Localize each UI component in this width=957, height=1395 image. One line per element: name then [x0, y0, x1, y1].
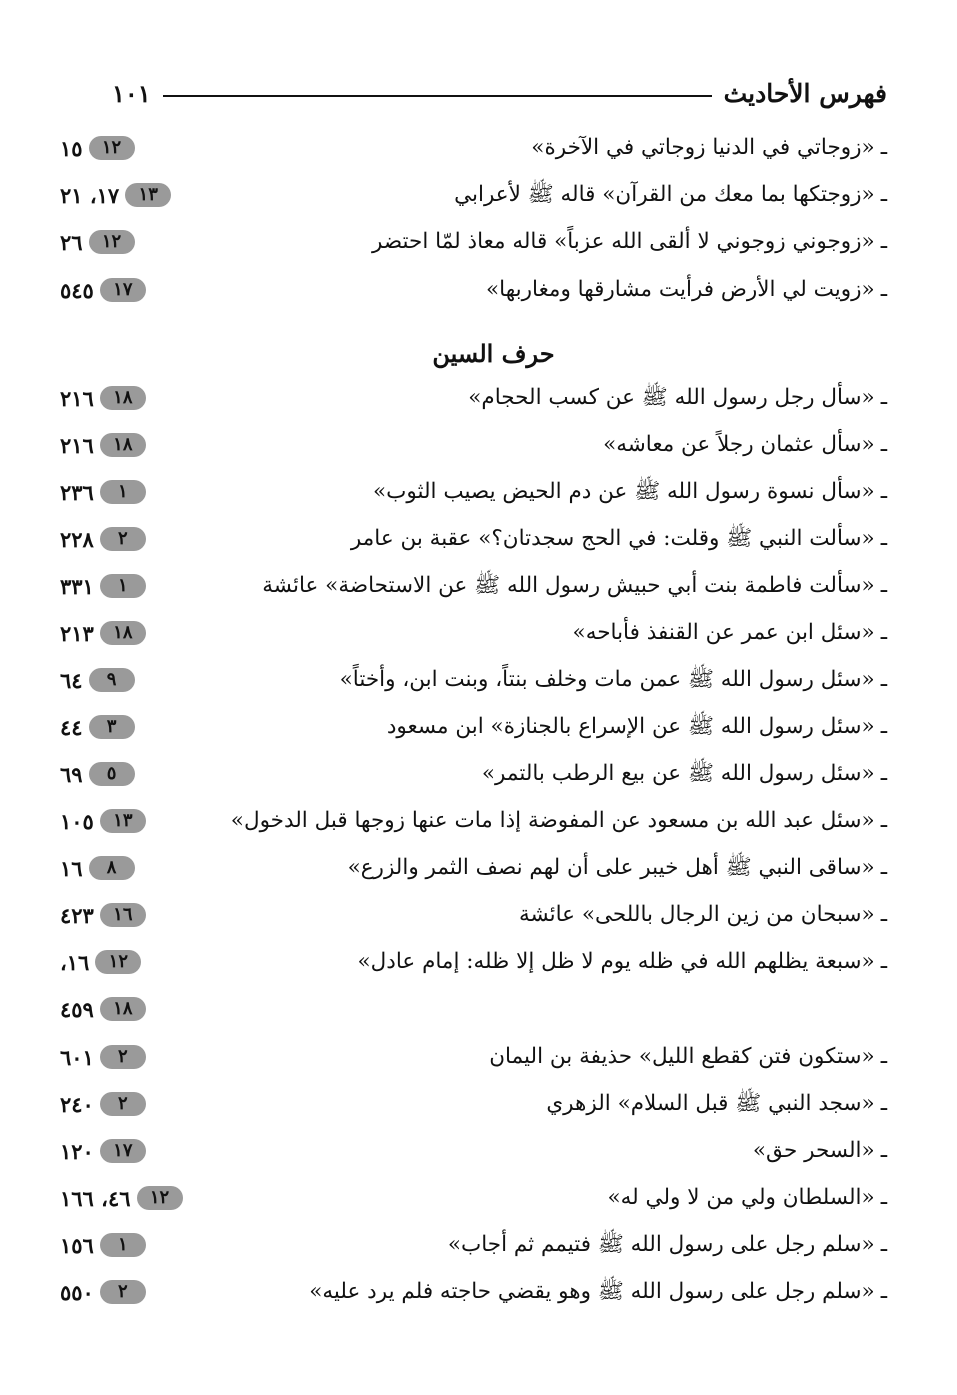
- hadith-entry: ـ«سئل ابن عمر عن القنفذ فأباحه» ١٨ ٢١٣: [60, 613, 887, 653]
- hadith-entry: ـ«سأل عثمان رجلاً عن معاشه» ١٨ ٢١٦: [60, 425, 887, 465]
- volume-badge: ٩: [89, 668, 135, 692]
- hadith-reference: [60, 1225, 272, 1265]
- hadith-reference: [60, 660, 272, 700]
- hadith-reference: [60, 989, 272, 1029]
- page-refs: ١٥٦: [60, 1232, 94, 1258]
- hadith-text: «سألت النبي ﷺ وقلت: في الحج سجدتان؟» عقبة بن عامر: [350, 526, 875, 551]
- hadith-entry: ـ«سألت النبي ﷺ وقلت: في الحج سجدتان؟» عقبة بن عامر ٢ ٢٢٨: [60, 519, 887, 559]
- hadith-entry: ـ«سئل رسول الله ﷺ عمن مات وخلف بنتاً، وبنت ابن، وأختاً» ٩ ٦٤: [60, 660, 887, 700]
- page-refs: ٥٥٠: [60, 1279, 94, 1305]
- hadith-text: «سئل رسول الله ﷺ عمن مات وخلف بنتاً، وبنت ابن، وأختاً»: [339, 667, 875, 692]
- volume-badge: ١٦: [100, 903, 146, 927]
- hadith-reference: [60, 613, 272, 653]
- page-refs: ١٦: [60, 855, 83, 881]
- hadith-text: «السلطان ولي من لا ولي له»: [607, 1185, 875, 1210]
- page-refs: ٥٤٥: [60, 277, 94, 303]
- volume-badge: ١٢: [89, 136, 135, 160]
- hadith-reference: [60, 270, 272, 310]
- page-refs: ٤٢٣: [60, 902, 94, 928]
- hadith-text: «زوجوني زوجوني لا ألقى الله عزباً» قاله معاذ لمّا احتضر: [372, 229, 875, 254]
- hadith-reference: [60, 848, 272, 888]
- hadith-entry: ـ«سئل رسول الله ﷺ عن الإسراع بالجنازة» ابن مسعود ٣ ٤٤: [60, 707, 887, 747]
- volume-badge: ١٨: [100, 386, 146, 410]
- hadith-entry: ـ«سئل عبد الله بن مسعود عن المفوضة إذا مات عنها زوجها قبل الدخول» ١٣ ١٠٥: [60, 801, 887, 841]
- hadith-text: «سجد النبي ﷺ قبل السلام» الزهري: [546, 1091, 875, 1116]
- hadith-entry-continuation: [60, 989, 887, 1029]
- hadith-text: «سئل ابن عمر عن القنفذ فأباحه»: [572, 620, 875, 645]
- page-refs: ١٧، ٢١: [60, 182, 120, 208]
- page-refs: ٤٦، ١٦٦: [60, 1185, 131, 1211]
- page-refs: ٢٦: [60, 229, 83, 255]
- hadith-reference: [60, 566, 272, 606]
- page-refs: ١٥: [60, 135, 83, 161]
- hadith-entry: ـ«سبحان من زين الرجال باللحى» عائشة ١٦ ٤٢٣: [60, 895, 887, 935]
- volume-badge: ١٨: [100, 433, 146, 457]
- hadith-reference: [60, 128, 272, 168]
- hadith-reference: [60, 378, 272, 418]
- hadith-entry: ـ«السلطان ولي من لا ولي له» ١٢ ٤٦، ١٦٦: [60, 1178, 887, 1218]
- page-refs: ٢٢٨: [60, 526, 94, 552]
- hadith-entry: ـ«سلم رجل على رسول الله ﷺ وهو يقضي حاجته فلم يرد عليه» ٢ ٥٥٠: [60, 1272, 887, 1312]
- page-refs: ٦٩: [60, 761, 83, 787]
- hadith-entry: ـ«سأل رجل رسول الله ﷺ عن كسب الحجام» ١٨ ٢١٦: [60, 378, 887, 418]
- hadith-text: «سئل رسول الله ﷺ عن الإسراع بالجنازة» ابن مسعود: [386, 714, 875, 739]
- page-refs: ٤٥٩: [60, 996, 94, 1022]
- hadith-text: «ساقى النبي ﷺ أهل خيبر على أن لهم نصف الثمر والزرع»: [347, 855, 875, 880]
- hadith-text: «سئل عبد الله بن مسعود عن المفوضة إذا مات عنها زوجها قبل الدخول»: [230, 808, 875, 833]
- page-refs: ٢١٦: [60, 385, 94, 411]
- page-refs: ٦٠١: [60, 1044, 94, 1070]
- page-refs: ٢١٣: [60, 620, 94, 646]
- hadith-text: «سلم رجل على رسول الله ﷺ فتيمم ثم أجاب»: [447, 1232, 875, 1257]
- volume-badge: ٢: [100, 527, 146, 551]
- page-refs: ١٦،: [60, 949, 90, 975]
- volume-badge: ٨: [89, 856, 135, 880]
- hadith-text: «سأل عثمان رجلاً عن معاشه»: [603, 432, 875, 457]
- section-heading: حرف السين: [432, 339, 555, 368]
- hadith-text: «سأل رجل رسول الله ﷺ عن كسب الحجام»: [468, 385, 875, 410]
- hadith-entry: ـ«سبعة يظلهم الله في ظله يوم لا ظل إلا ظله: إمام عادل» ١٢ ١٦،: [60, 942, 887, 982]
- hadith-entry: ـ«زويت لي الأرض فرأيت مشارقها ومغاربها» ١٧ ٥٤٥: [60, 270, 887, 310]
- volume-badge: ١: [100, 480, 146, 504]
- page-header: [112, 74, 887, 112]
- hadith-reference: [60, 472, 272, 512]
- hadith-text: «سألت فاطمة بنت أبي حبيش رسول الله ﷺ عن الاستحاضة» عائشة: [262, 573, 875, 598]
- volume-badge: ١٨: [100, 621, 146, 645]
- hadith-text: «سبحان من زين الرجال باللحى» عائشة: [518, 902, 875, 927]
- hadith-text: «سلم رجل على رسول الله ﷺ وهو يقضي حاجته فلم يرد عليه»: [309, 1279, 875, 1304]
- page-refs: ٢٤٠: [60, 1091, 94, 1117]
- hadith-entry: ـ«ساقى النبي ﷺ أهل خيبر على أن لهم نصف الثمر والزرع» ٨ ١٦: [60, 848, 887, 888]
- hadith-entry: ـ«السحر حق» ١٧ ١٢٠: [60, 1131, 887, 1171]
- hadith-entry: ـ«سجد النبي ﷺ قبل السلام» الزهري ٢ ٢٤٠: [60, 1084, 887, 1124]
- hadith-reference: [60, 801, 272, 841]
- volume-badge: ١: [100, 574, 146, 598]
- page-refs: ٢٣٦: [60, 479, 94, 505]
- hadith-entry: ـ«زوجتكها بما معك من القرآن» قاله ﷺ لأعرابي ١٣ ١٧، ٢١: [60, 175, 887, 215]
- hadith-entry: ـ«سلم رجل على رسول الله ﷺ فتيمم ثم أجاب» ١ ١٥٦: [60, 1225, 887, 1265]
- hadith-reference: [60, 1084, 272, 1124]
- hadith-reference: [60, 754, 272, 794]
- page-refs: ١٢٠: [60, 1138, 94, 1164]
- hadith-text: «سبعة يظلهم الله في ظله يوم لا ظل إلا ظله: إمام عادل»: [357, 949, 875, 974]
- hadith-reference: [60, 222, 272, 262]
- hadith-reference: [60, 942, 272, 982]
- volume-badge: ١: [100, 1233, 146, 1257]
- header-rule: [163, 95, 712, 97]
- hadith-text: «ستكون فتن كقطع الليل» حذيفة بن اليمان: [489, 1044, 875, 1069]
- hadith-text: «زويت لي الأرض فرأيت مشارقها ومغاربها»: [486, 277, 875, 302]
- hadith-reference: [60, 895, 272, 935]
- hadith-reference: [60, 1037, 272, 1077]
- hadith-reference: [60, 175, 272, 215]
- hadith-reference: [60, 1131, 272, 1171]
- page-refs: ٤٤: [60, 714, 83, 740]
- page-refs: ٢١٦: [60, 432, 94, 458]
- volume-badge: ١٨: [100, 997, 146, 1021]
- hadith-reference: [60, 425, 272, 465]
- hadith-entry: ـ«سئل رسول الله ﷺ عن بيع الرطب بالتمر» ٥ ٦٩: [60, 754, 887, 794]
- volume-badge: ١٣: [100, 809, 146, 833]
- volume-badge: ١٢: [95, 950, 141, 974]
- hadith-text: «سأل نسوة رسول الله ﷺ عن دم الحيض يصيب الثوب»: [372, 479, 875, 504]
- hadith-entry: ـ«سأل نسوة رسول الله ﷺ عن دم الحيض يصيب الثوب» ١ ٢٣٦: [60, 472, 887, 512]
- hadith-entry: ـ«ستكون فتن كقطع الليل» حذيفة بن اليمان ٢ ٦٠١: [60, 1037, 887, 1077]
- volume-badge: ٢: [100, 1045, 146, 1069]
- volume-badge: ١٢: [89, 230, 135, 254]
- volume-badge: ١٢: [137, 1186, 183, 1210]
- hadith-text: «زوجاتي في الدنيا زوجاتي في الآخرة»: [531, 135, 875, 160]
- volume-badge: ١٣: [125, 183, 171, 207]
- volume-badge: ١٧: [100, 278, 146, 302]
- page-refs: ٦٤: [60, 667, 83, 693]
- volume-badge: ١٧: [100, 1139, 146, 1163]
- volume-badge: ٢: [100, 1092, 146, 1116]
- page-refs: ١٠٥: [60, 808, 94, 834]
- hadith-text: «السحر حق»: [752, 1138, 875, 1163]
- page-refs: ٣٣١: [60, 573, 94, 599]
- hadith-reference: [60, 707, 272, 747]
- volume-badge: ٢: [100, 1280, 146, 1304]
- volume-badge: ٣: [89, 715, 135, 739]
- hadith-reference: [60, 1178, 272, 1218]
- page-number: ١٠١: [112, 78, 151, 108]
- running-title: فهرس الأحاديث: [723, 78, 887, 108]
- hadith-entry: ـ«سألت فاطمة بنت أبي حبيش رسول الله ﷺ عن الاستحاضة» عائشة ١ ٣٣١: [60, 566, 887, 606]
- hadith-entry: ـ«زوجوني زوجوني لا ألقى الله عزباً» قاله معاذ لمّا احتضر ١٢ ٢٦: [60, 222, 887, 262]
- hadith-text: «زوجتكها بما معك من القرآن» قاله ﷺ لأعرابي: [454, 182, 875, 207]
- hadith-reference: [60, 1272, 272, 1312]
- volume-badge: ٥: [89, 762, 135, 786]
- hadith-reference: [60, 519, 272, 559]
- hadith-text: «سئل رسول الله ﷺ عن بيع الرطب بالتمر»: [481, 761, 875, 786]
- hadith-entry: ـ«زوجاتي في الدنيا زوجاتي في الآخرة» ١٢ ١٥: [60, 128, 887, 168]
